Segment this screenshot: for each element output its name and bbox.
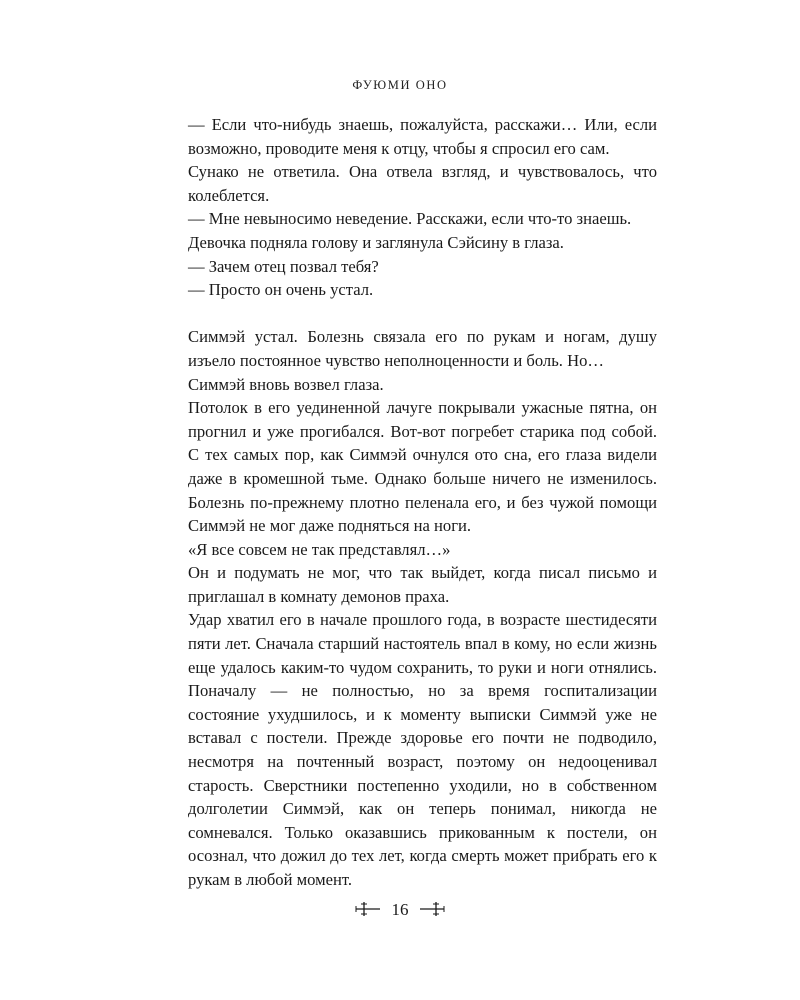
paragraph: Девочка подняла голову и заглянула Сэйсину в глаза. (188, 232, 564, 252)
cross-ornament-icon (355, 901, 381, 917)
paragraph: «Я все совсем не так представлял…» (188, 539, 451, 559)
paragraph: Симмэй вновь возвел глаза. (188, 374, 384, 394)
page-footer (0, 900, 800, 920)
paragraph: — Просто он очень устал. (188, 280, 374, 300)
body-text (188, 113, 657, 892)
paragraph: Он и подумать не мог, что так выйдет, когда писал письмо и приглашал в комнату демонов праха. (188, 563, 657, 606)
running-header: ФУЮМИ ОНО (352, 78, 448, 92)
page-number: 16 (391, 900, 409, 919)
paragraph: — Если что-нибудь знаешь, пожалуйста, расскажи… Или, если возможно, проводите меня к отцу, чтобы я спросил его сам. (188, 115, 657, 158)
paragraph: Сунако не ответила. Она отвела взгляд, и чувствовалось, что колеблется. (188, 162, 657, 205)
cross-ornament-icon (419, 901, 445, 917)
section-break (188, 302, 657, 326)
paragraph: Потолок в его уединенной лачуге покрывали ужасные пятна, он прогнил и уже прогибался. Вот-вот погребет старика под собой. С тех самых пор, как Симмэй очнулся ото сна, его глаза видели даже в кромешной тьме. Однако больше ничего не изменилось. Болезнь по-прежнему плотно пеленала его, и без чужой помощи Симмэй не мог даже подняться на ноги. (188, 398, 657, 536)
paragraph: Симмэй устал. Болезнь связала его по рукам и ногам, душу изъело постоянное чувство неполноценности и боль. Но… (188, 327, 657, 370)
paragraph: Удар хватил его в начале прошлого года, в возрасте шестидесяти пяти лет. Сначала старший настоятель впал в кому, но если жизнь еще удалось каким-то чудом сохранить, то руки и ноги отнялись. Поначалу — не полностью, но за время госпитализации состояние ухудшилось, и к моменту выписки Симмэй уже не вставал с постели. Прежде здоровье его почти не подводило, несмотря на почтенный возраст, поэтому он недооценивал старость. Сверстники постепенно уходили, но в собственном долголетии Симмэй, как он теперь понимал, никогда не сомневался. Только оказавшись прикованным к постели, он осознал, что дожил до тех лет, когда смерть может прибрать его к рукам в любой момент. (188, 610, 657, 889)
paragraph: — Зачем отец позвал тебя? (188, 256, 379, 276)
paragraph: — Мне невыносимо неведение. Расскажи, если что-то знаешь. (188, 209, 632, 229)
